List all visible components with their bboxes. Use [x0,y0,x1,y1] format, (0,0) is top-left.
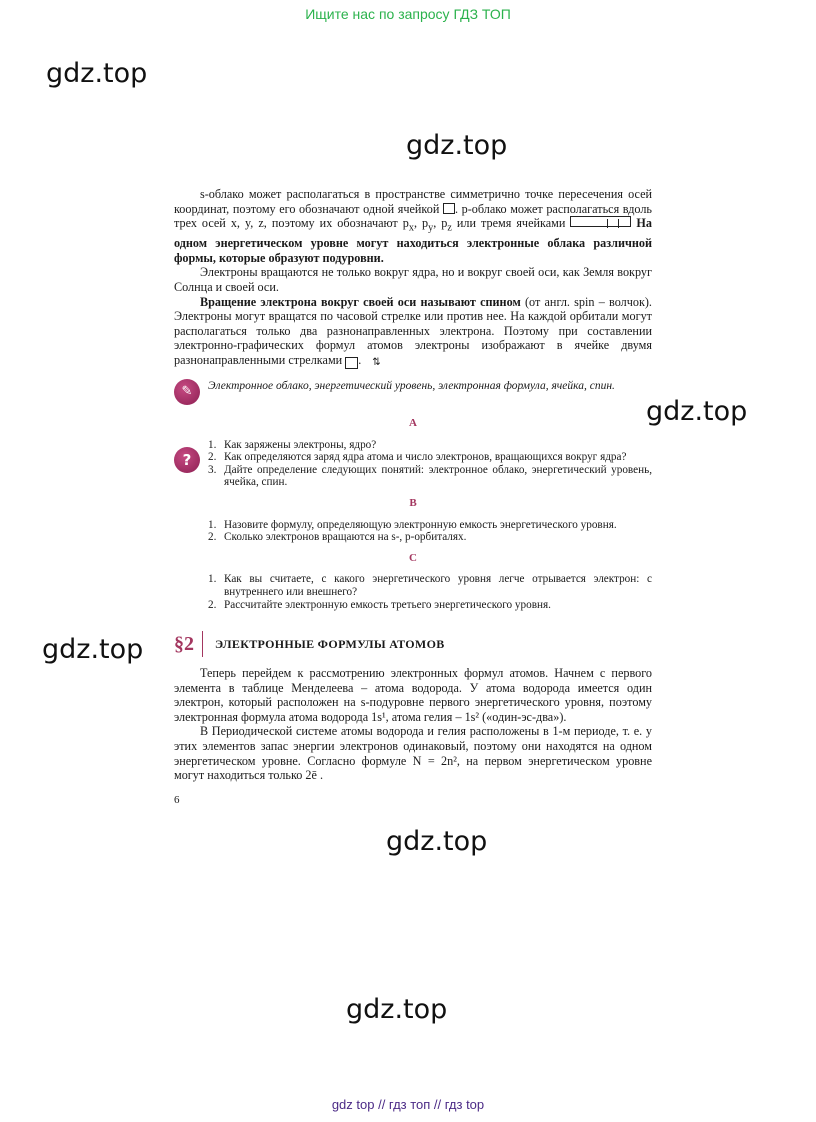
question-item: 2. Как определяются заряд ядра атома и число электронов, вращающихся вокруг ядра? [208,451,627,464]
watermark: gdz.top [386,826,488,857]
section-heading [174,631,652,657]
section-paragraph: Теперь перейдем к рассмотрению электронных формул атомов. Начнем с первого элемента в таблице Менделеева – атома водорода. У атома водорода имеется один электрон, который расположен на s-подуровне первого энергетического уровня, поэтому электронная формула атома водорода 1s¹, атома гелия – 1s² («один-эс-два»). [174,666,652,724]
paragraph-rotation: Электроны вращаются не только вокруг ядра, но и вокруг своей оси, как Земля вокруг Солнца и своей оси. [174,265,652,294]
question-item: 1. Как заряжены электроны, ядро? [208,438,377,451]
watermark: gdz.top [346,994,448,1025]
footer-links[interactable]: gdz top // гдз топ // гдз top [331,1097,485,1112]
paragraph-spin: Вращение электрона вокруг своей оси называют спином (от англ. spin – волчок). Электроны могут вращатся по часовой стрелке или против нее. На каждой орбитали могут располагаться только два разнонаправленных электрона. Поэтому при составлении электронно-графических формул атомов электроны изображают в ячейке двумя разнонаправленными стрелками ⇅. [174,294,652,368]
question-item: 3. Дайте определение следующих понятий: электронное облако, энергетический уровень, ячейка, спин. [208,463,652,489]
questions-a [174,439,652,489]
section-title: ЭЛЕКТРОННЫЕ ФОРМУЛЫ АТОМОВ [215,636,445,651]
watermark: gdz.top [646,396,748,427]
key-terms-icon: ✎ [174,379,200,405]
three-orbital-cells-icon [570,216,631,227]
textbook-page [174,187,652,807]
watermark: gdz.top [406,130,508,161]
key-terms: ✎ Электронное облако, энергетический уровень, электронная формула, ячейка, спин. [174,379,652,409]
question-item: 1. Как вы считаете, с какого энергетического уровня легче отрывается электрон: с внутреннего или внешнего? [208,573,652,598]
spin-arrows-icon: ⇅ [345,357,358,369]
watermark: gdz.top [42,634,144,665]
top-banner[interactable]: Ищите нас по запросу ГДЗ ТОП [305,6,511,22]
section-paragraph: В Периодической системе атомы водорода и гелия расположены в 1-м периоде, т. е. у этих элементов запас энергии электронов одинаковый, поэтому они находятся на одном энергетическом уровне. Согласно формуле N = 2n², на первом энергетическом уровне могут находиться только 2ē . [174,724,652,783]
paragraph-orbitals: s-облако может располагаться в пространстве симметрично точке пересечения осей координат, поэтому его обозначают одной ячейкой . p-облако может располагаться вдоль трех осей x, y, z, поэтому их обозначают $p_x$, $p_y$, $p_z$ или тремя ячейками На одном энергетическом уровне могут находиться электронные облака различной формы, которые образуют подуровни. [174,187,652,265]
question-item: 1. Назовите формулу, определяющую электронную емкость энергетического уровня. [208,518,617,531]
section-number: §2 [174,631,203,657]
watermark: gdz.top [46,58,148,89]
question-item: 2. Сколько электронов вращаются на s-, p-орбиталях. [208,531,467,544]
questions-section-b: B [409,496,417,509]
questions-section-a: A [409,416,417,429]
questions-c [174,573,652,611]
orbital-cell-icon [443,203,455,214]
question-item: 2. Рассчитайте электронную емкость третьего энергетического уровня. [208,598,551,611]
questions-section-c: C [409,551,417,564]
page-number: 6 [174,793,180,806]
question-mark-icon: ? [174,447,200,473]
questions-b [174,519,652,544]
